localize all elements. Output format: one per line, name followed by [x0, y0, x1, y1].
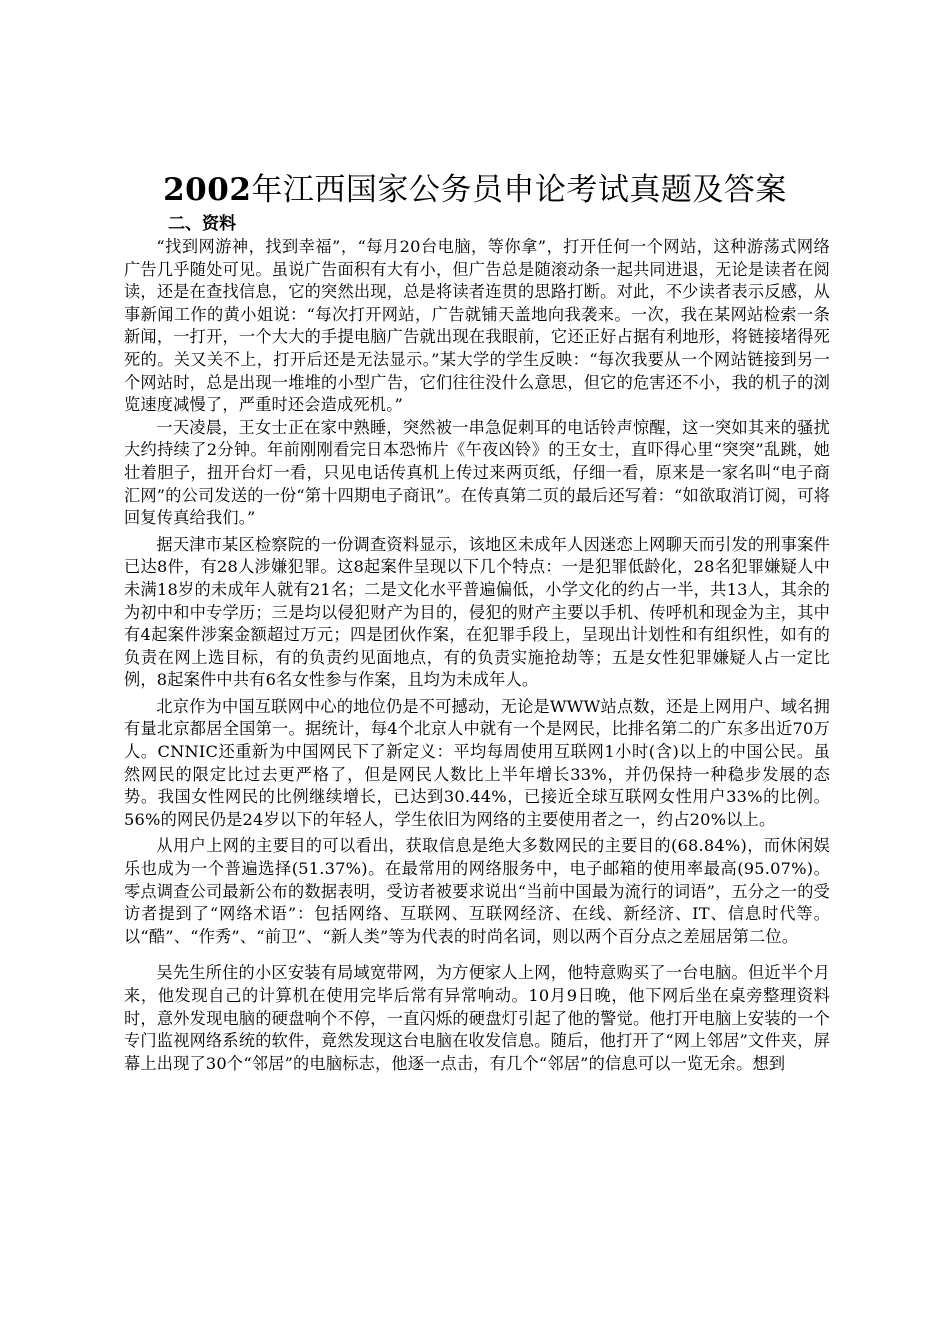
title-year: 2002	[163, 172, 252, 208]
section-heading: 二、资料	[168, 214, 236, 234]
paragraph-3: 据天津市某区检察院的一份调查资料显示，该地区未成年人因迷恋上网聊天而引发的刑事案件已达8件，有28人涉嫌犯罪。这8起案件呈现以下几个特点：一是犯罪低龄化，28名犯罪嫌疑人中未满18岁的未成年人就有21名；二是文化水平普遍偏低，小学文化的约占一半，共13人，其余的为初中和中专学历；三是均以侵犯财产为目的，侵犯的财产主要以手机、传呼机和现金为主，其中有4起案件涉案金额超过万元；四是团伙作案，在犯罪手段上，呈现出计划性和有组织性，如有的负责在网上选目标，有的负责约见面地点，有的负责实施抢劫等；五是女性犯罪嫌疑人占一定比例，8起案件中共有6名女性参与作案，且均为未成年人。	[124, 534, 830, 690]
paragraph-4: 北京作为中国互联网中心的地位仍是不可撼动，无论是WWW站点数，还是上网用户、域名拥有量北京都居全国第一。据统计，每4个北京人中就有一个是网民，比排名第二的广东多出近70万人。CNNIC还重新为中国网民下了新定义：平均每周使用互联网1小时(含)以上的中国公民。虽然网民的限定比过去更严格了，但是网民人数比上半年增长33%，并仍保持一种稳步发展的态势。我国女性网民的比例继续增长，已达到30.44%，已接近全球互联网女性用户33%的比例。56%的网民仍是24岁以下的年轻人，学生依旧为网络的主要使用者之一，约占20%以上。	[124, 696, 830, 829]
paragraph-2: 一天凌晨，王女士正在家中熟睡，突然被一串急促刺耳的电话铃声惊醒，这一突如其来的骚扰大约持续了2分钟。年前刚刚看完日本恐怖片《午夜凶铃》的王女士，直吓得心里“突突”乱跳，她壮着胆子，扭开台灯一看，只见电话传真机上传过来两页纸，仔细一看，原来是一家名叫“电子商汇网”的公司发送的一份“第十四期电子商讯”。在传真第二页的最后还写着：“如欲取消订阅，可将回复传真给我们。”	[124, 417, 830, 528]
paragraph-1: “找到网游神，找到幸福”，“每月20台电脑，等你拿”，打开任何一个网站，这种游荡式网络广告几乎随处可见。虽说广告面积有大有小，但广告总是随滚动条一起共同进退，无论是读者在阅读，还是在查找信息，它的突然出现，总是将读者连贯的思路打断。对此，不少读者表示反感，从事新闻工作的黄小姐说：“每次打开网站，广告就铺天盖地向我袭来。一次，我在某网站检索一条新闻，一打开，一个大大的手提电脑广告就出现在我眼前，它还正好占据有利地形，将链接堵得死死的。关又关不上，打开后还是无法显示。”某大学的学生反映：“每次我要从一个网站链接到另一个网站时，总是出现一堆堆的小型广告，它们往往没什么意思，但它的危害还不小，我的机子的浏览速度减慢了，严重时还会造成死机。”	[124, 237, 830, 415]
body-text	[124, 236, 830, 1075]
title-text: 年江西国家公务员申论考试真题及答案	[251, 172, 787, 208]
paragraph-5: 从用户上网的主要目的可以看出，获取信息是绝大多数网民的主要目的(68.84%)，而休闲娱乐也成为一个普遍选择(51.37%)。在最常用的网络服务中，电子邮箱的使用率最高(95.07%)。零点调查公司最新公布的数据表明，受访者被要求说出“当前中国最为流行的词语”，五分之一的受访者提到了“网络术语”：包括网络、互联网、互联网经济、在线、新经济、IT、信息时代等。以“酷”、“作秀”、“前卫”、“新人类”等为代表的时尚名词，则以两个百分点之差屈居第二位。	[124, 836, 830, 946]
paragraph-6: 吴先生所住的小区安装有局域宽带网，为方便家人上网，他特意购买了一台电脑。但近半个月来，他发现自己的计算机在使用完毕后常有异常响动。10月9日晚，他下网后坐在桌旁整理资料时，意外发现电脑的硬盘响个不停，一直闪烁的硬盘灯引起了他的警觉。他打开电脑上安装的一个专门监视网络系统的软件，竟然发现这台电脑在收发信息。随后，他打开了“网上邻居”文件夹，屏幕上出现了30个“邻居”的电脑标志，他逐一点击，有几个“邻居”的信息可以一览无余。想到	[124, 963, 830, 1073]
page-title	[60, 170, 890, 210]
